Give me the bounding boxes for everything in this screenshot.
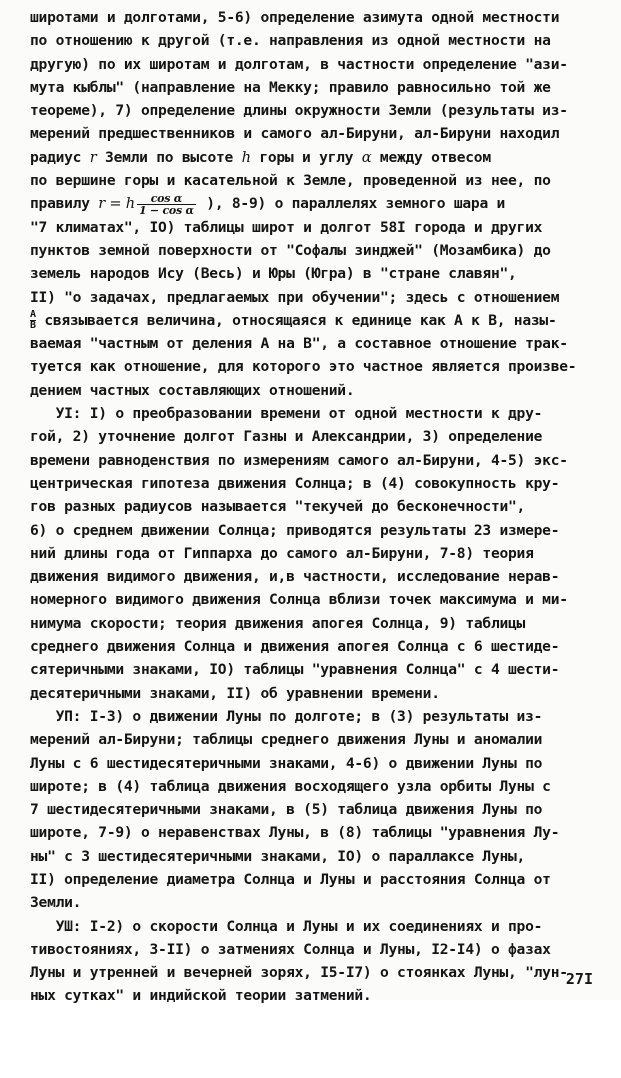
text-line: II) "о задачах, предлагаемых при обучении"; здесь с отношением [30,288,560,306]
text-line: тивостояниях, 3-II) о затмениях Солнца и Луны, I2-I4) о фазах [30,940,551,958]
text-line: туется как отношение, для которого это частное является произве- [30,358,577,376]
formula-post: ), 8-9) о параллелях земного шара и [197,195,506,213]
formula-fraction [137,193,196,216]
text-line: 7 шестидесятеричными знаками, в (5) таблица движения Луны по [30,801,543,819]
text-line: земель народов Ису (Весь) и Юры (Югра) в "стране славян", [30,265,517,283]
text-line: нимума скорости; теория движения апогея Солнца, 9) таблицы [30,614,526,632]
formula-pre: правилу [30,195,99,213]
text-line: мута кыблы" (направление на Мекку; правило равносильно той же [30,78,551,96]
text-line: 6) о среднем движении Солнца; приводятся результаты 23 измере- [30,521,560,539]
text-line: Луны и утренней и вечерней зорях, I5-I7) о стоянках Луны, "лун- [30,964,568,982]
text-line: широте, 7-9) о неравенствах Луны, в (8) таблицы "уравнения Лу- [30,824,560,842]
text-line: гов разных радиусов называется "текучей до бесконечности", [30,498,526,516]
text-line: гой, 2) уточнение долгот Газны и Александрии, 3) определение [30,428,543,446]
text-line: УШ: I-2) о скорости Солнца и Луны и их соединениях и про- [30,917,543,935]
text-line: мерений предшественников и самого ал-Бируни, ал-Бируни находил [30,125,560,143]
text-line: теореме), 7) определение длины окружности Земли (результаты из- [30,102,568,120]
text-line [30,1031,610,1054]
text-line: движения видимого движения, и,в частности, исследование нерав- [30,568,560,586]
text-line: Земли. [30,894,82,912]
text-line: Луны с 6 шестидесятеричными знаками, 4-6) о движении Луны по [30,754,543,772]
ab-numerator: А [30,309,36,321]
page-number: 27I [565,970,593,988]
text-line: ных сутках" и индийской теории затмений. [30,987,372,1005]
text-line [30,1008,610,1031]
ab-denominator: В [30,320,36,332]
body-text [30,6,610,1078]
text-line: ний длины года от Гиппарха до самого ал-Бируни, 7-8) теория [30,544,534,562]
ab-line [30,309,610,332]
text-line: центрическая гипотеза движения Солнца; в (4) совокупность кру- [30,474,560,492]
text-line: УП: I-3) о движении Луны по долготе; в (3) результаты из- [30,707,543,725]
text-line: сятеричными знаками, IO) таблицы "уравнения Солнца" с 4 шести- [30,661,560,679]
text-line: номерного видимого движения Солнца вблизи точек максимума и ми- [30,591,568,609]
text-line: десятеричными знаками, II) об уравнении времени. [30,684,440,702]
text-line: времени равноденствия по измерениям самого ал-Бируни, 4-5) экс- [30,451,568,469]
formula-line [30,192,610,215]
radius-mid1: Земли по высоте [96,148,242,166]
formula-lhs: r = h [98,195,135,213]
var-r: r [89,148,97,166]
text-line: широте; в (4) таблица движения восходящего узла орбиты Луны с [30,777,551,795]
text-line: пунктов земной поверхности от "Софалы зинджей" (Мозамбика) до [30,241,551,259]
text-line: "7 климатах", IO) таблицы широт и долгот 58I города и других [30,218,543,236]
text-line: широтами и долготами, 5-6) определение азимута одной местности [30,9,560,26]
text-line: среднего движения Солнца и движения апогея Солнца с 6 шестиде- [30,638,560,656]
radius-mid2: горы и углу [250,148,362,166]
formula-denominator: 1 − cos α [138,203,194,217]
text-line: по вершине горы и касательной к Земле, проведенной из нее, по [30,172,551,190]
radius-post: между отвесом [371,148,491,166]
radius-pre: радиус [30,148,90,166]
text-line: II) определение диаметра Солнца и Луны и расстояния Солнца от [30,870,551,888]
var-alpha: α [361,148,372,166]
text-line [30,1054,610,1077]
text-line: по отношению к другой (т.е. направления из одной местности на [30,32,551,50]
formula-numerator: cos α [137,193,196,205]
ab-post: связывается величина, относящаяся к единице как А к В, назы- [35,311,557,329]
text-line: ны" с 3 шестидесятеричными знаками, IO) о параллаксе Луны, [30,847,526,865]
text-line: мерений ал-Бируни; таблицы среднего движения Луны и аномалии [30,731,543,749]
text-line: другую) по их широтам и долготам, в частности определение "ази- [30,55,568,73]
text-line: УI: I) о преобразовании времени от одной местности к дру- [30,405,543,423]
var-h: h [241,148,251,166]
text-line: ваемая "частным от деления А на В", а составное отношение трак- [30,335,568,353]
radius-line [30,146,610,169]
text-line: дением частных составляющих отношений. [30,381,355,399]
